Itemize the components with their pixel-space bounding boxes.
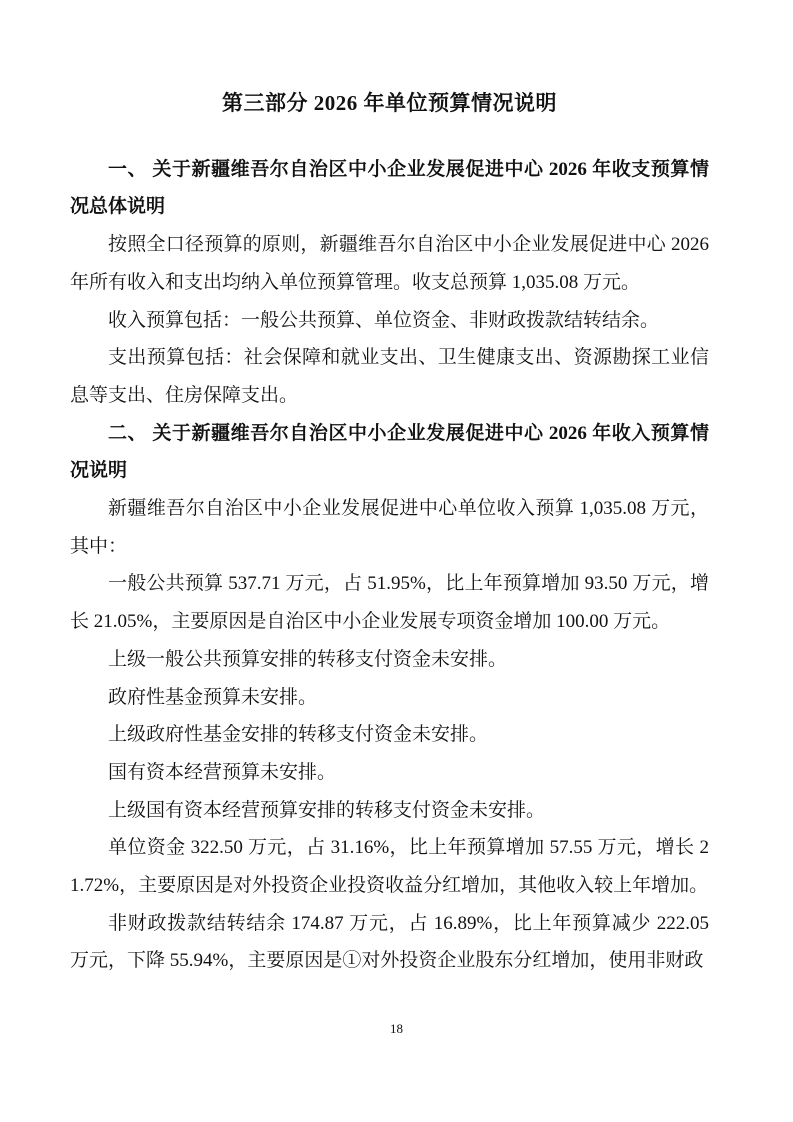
paragraph-state-capital-budget: 国有资本经营预算未安排。: [108, 761, 337, 783]
page-number: 18: [390, 1021, 403, 1036]
paragraph-non-fiscal-carryover: 非财政拨款结转结余 174.87 万元，占 16.89%，比上年预算减少 222.05 万元，下降 55.94%，主要原因是①对外投资企业股东分红增加，使用非财政: [70, 912, 709, 972]
paragraph-superior-state-capital-transfer: 上级国有资本经营预算安排的转移支付资金未安排。: [108, 799, 546, 821]
paragraph-unit-funds: 单位资金 322.50 万元，占 31.16%，比上年预算增加 57.55 万元，增长 21.72%，主要原因是对外投资企业投资收益分红增加，其他收入较上年增加。: [70, 837, 709, 897]
paragraph-income-budget-includes: 收入预算包括：一般公共预算、单位资金、非财政拨款结转结余。: [108, 309, 660, 331]
document-title: 第三部分 2026 年单位预算情况说明: [222, 91, 557, 115]
paragraph-total-budget: 按照全口径预算的原则，新疆维吾尔自治区中小企业发展促进中心 2026 年所有收入和支出均纳入单位预算管理。收支总预算 1,035.08 万元。: [70, 234, 709, 293]
paragraph-expense-budget-includes: 支出预算包括：社会保障和就业支出、卫生健康支出、资源勘探工业信息等支出、住房保障支出。: [70, 347, 709, 406]
paragraph-superior-fund-transfer: 上级政府性基金安排的转移支付资金未安排。: [108, 724, 489, 746]
paragraph-general-public-budget: 一般公共预算 537.71 万元，占 51.95%，比上年预算增加 93.50 万元，增长 21.05%，主要原因是自治区中小企业发展专项资金增加 100.00 万元。: [70, 573, 709, 633]
paragraph-superior-general-transfer: 上级一般公共预算安排的转移支付资金未安排。: [108, 648, 508, 670]
paragraph-government-fund-budget: 政府性基金预算未安排。: [108, 686, 318, 708]
section-heading-income-expense-overview: 一、 关于新疆维吾尔自治区中小企业发展促进中心 2026 年收支预算情况总体说明: [70, 158, 709, 218]
section-heading-income-budget: 二、 关于新疆维吾尔自治区中小企业发展促进中心 2026 年收入预算情况说明: [70, 422, 709, 482]
paragraph-income-budget-total: 新疆维吾尔自治区中小企业发展促进中心单位收入预算 1,035.08 万元，其中：: [70, 498, 709, 557]
